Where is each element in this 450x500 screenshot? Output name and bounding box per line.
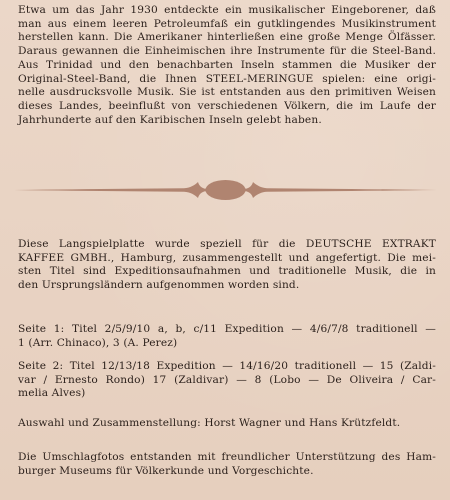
intro-line: man aus einem leeren Petroleumfaß ein gutklingendes Musikinstrument bbox=[18, 17, 436, 30]
cover-photo-line: burger Museums für Völkerkunde und Vorgeschichte. bbox=[18, 464, 314, 477]
compilation-line: Auswahl und Zusammenstellung: Horst Wagner und Hans Krützfeldt. bbox=[18, 417, 401, 429]
intro-line: Etwa um das Jahr 1930 entdeckte ein musikalischer Eingeborener, daß bbox=[18, 4, 436, 16]
intro-line: nelle ausdrucksvolle Musik. Sie ist entstanden aus den primitiven Weisen bbox=[18, 86, 436, 99]
side-1-line: Seite 1: Titel 2/5/9/10 a, b, c/11 Expedition — 4/6/7/8 traditionell — bbox=[18, 323, 436, 335]
production-paragraph bbox=[18, 238, 436, 293]
intro-line: Original-Steel-Band, die Ihnen STEEL-MERINGUE spielen: eine origi- bbox=[18, 72, 436, 85]
side-1-credits bbox=[18, 323, 436, 350]
intro-line: herstellen kann. Die Amerikaner hinterließen eine große Menge Ölfässer. bbox=[18, 31, 436, 44]
cover-photo-line: Die Umschlagfotos entstanden mit freundlicher Unterstützung des Ham- bbox=[18, 451, 436, 463]
side-2-line: var / Ernesto Rondo) 17 (Zaldivar) — 8 (Lobo — De Oliveira / Car- bbox=[18, 373, 436, 386]
production-line: den Ursprungsländern aufgenommen worden sind. bbox=[18, 279, 300, 292]
side-2-credits bbox=[18, 360, 436, 401]
side-1-line: 1 (Arr. Chinaco), 3 (A. Perez) bbox=[18, 336, 178, 349]
production-line: KAFFEE GMBH., Hamburg, zusammengestellt und angefertigt. Die mei- bbox=[18, 251, 436, 264]
decorative-divider-icon bbox=[14, 177, 437, 203]
production-line: Diese Langspielplatte wurde speziell für die DEUTSCHE EXTRAKT bbox=[18, 238, 436, 250]
intro-line: Daraus gewannen die Einheimischen ihre Instrumente für die Steel-Band. bbox=[18, 45, 436, 58]
production-line: sten Titel sind Expeditionsaufnahmen und traditionelle Musik, die in bbox=[18, 265, 436, 278]
intro-line: dieses Landes, beeinflußt von verschiedenen Völkern, die im Laufe der bbox=[18, 99, 436, 112]
compilation-credit bbox=[18, 417, 436, 431]
intro-line: Aus Trinidad und den benachbarten Inseln stammen die Musiker der bbox=[18, 58, 436, 71]
cover-photo-credit bbox=[18, 451, 436, 478]
intro-paragraph bbox=[18, 4, 436, 127]
side-2-line: melia Alves) bbox=[18, 387, 86, 400]
intro-line: Jahrhunderte auf den Karibischen Inseln gelebt haben. bbox=[18, 113, 322, 126]
side-2-line: Seite 2: Titel 12/13/18 Expedition — 14/16/20 traditionell — 15 (Zaldi- bbox=[18, 360, 436, 372]
